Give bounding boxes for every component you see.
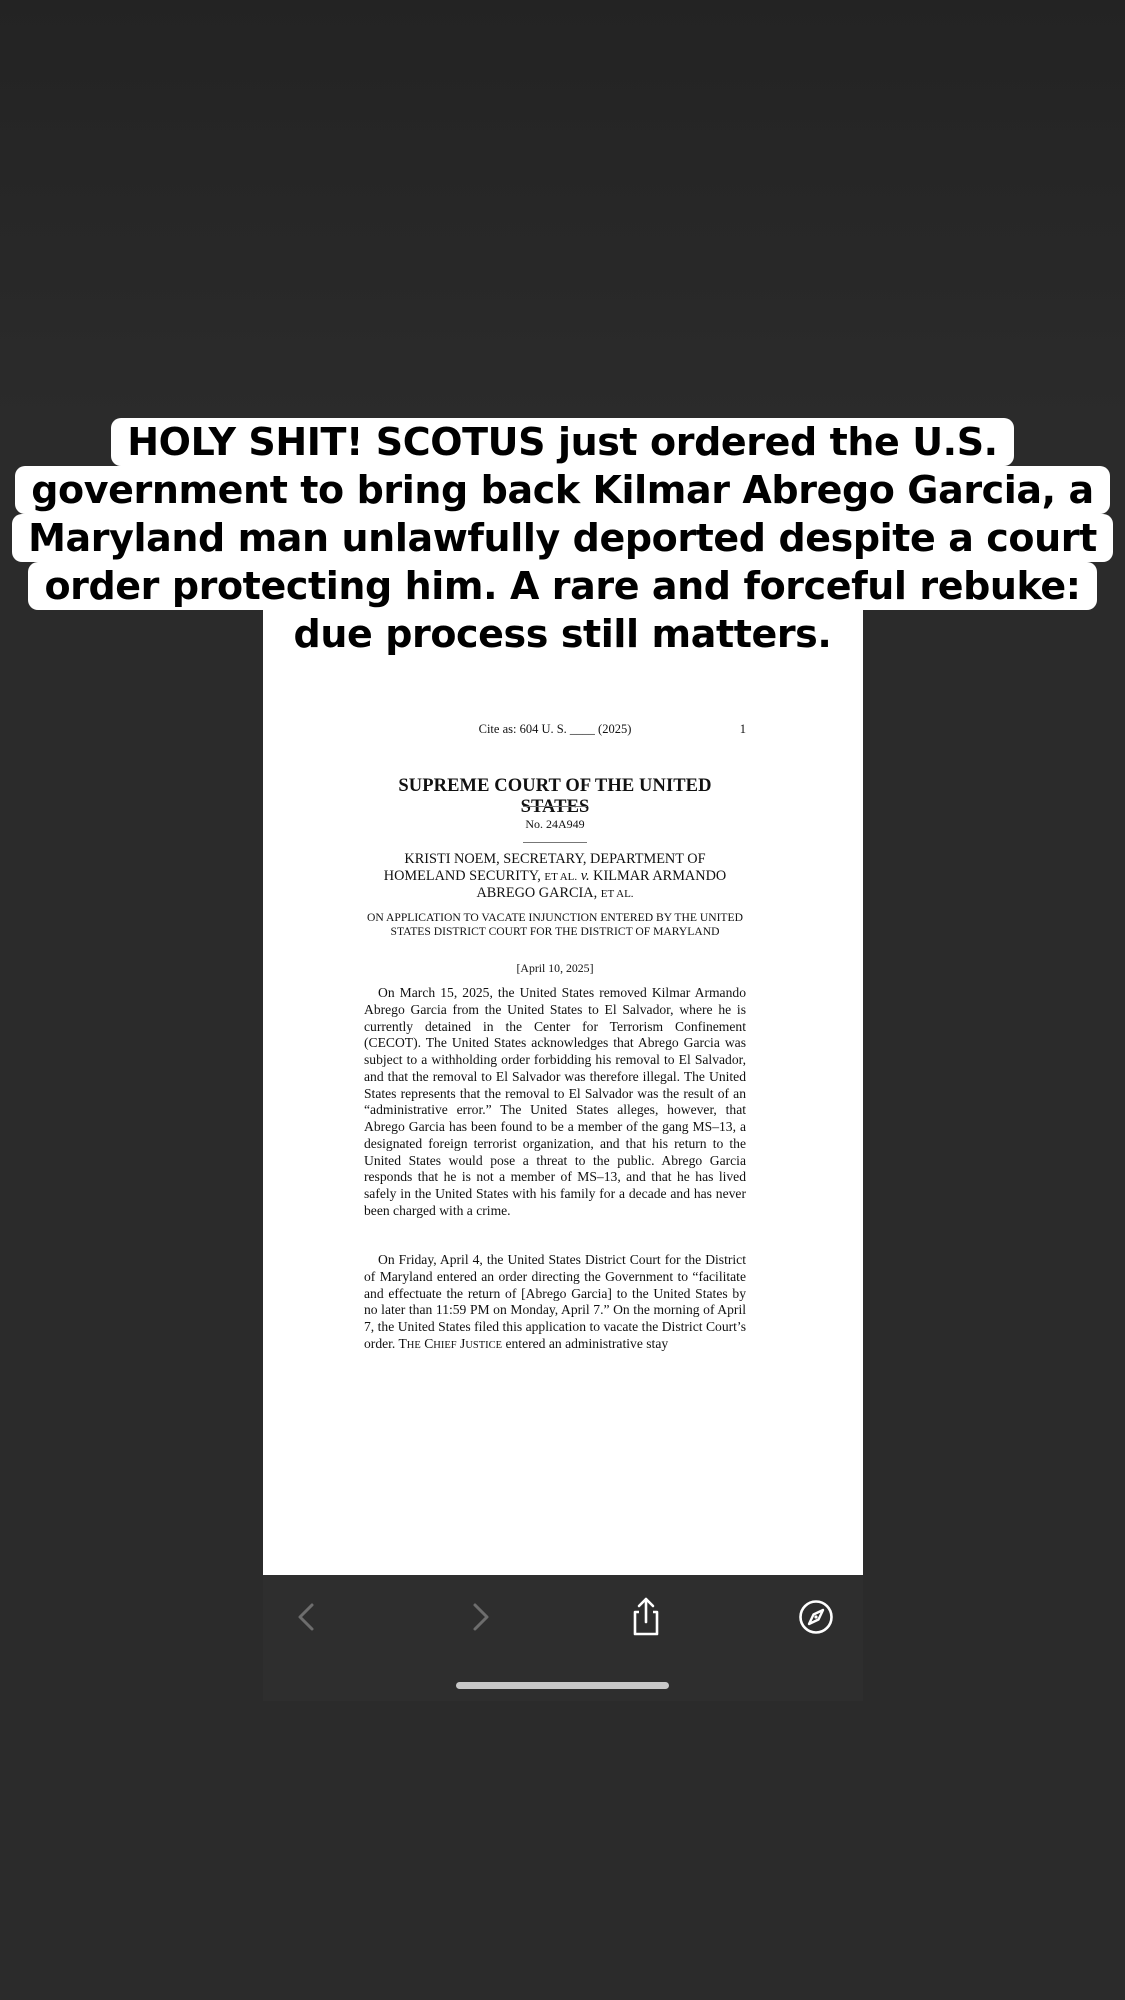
citation: Cite as: 604 U. S. ____ (2025): [478, 722, 632, 736]
share-icon: [624, 1595, 668, 1639]
court-title: SUPREME COURT OF THE UNITED STATES: [398, 776, 712, 817]
pdf-page[interactable]: [263, 600, 863, 1575]
back-button[interactable]: [285, 1595, 329, 1639]
caption-overlay: [0, 418, 1125, 658]
divider: [523, 806, 587, 807]
forward-button[interactable]: [458, 1595, 502, 1639]
safari-button[interactable]: [794, 1595, 838, 1639]
application-heading: ON APPLICATION TO VACATE INJUNCTION ENTERED BY THE UNITED STATES DISTRICT COURT FOR THE DISTRICT OF MARYLAND: [367, 911, 743, 938]
chevron-right-icon: [458, 1595, 502, 1639]
caption-text: HOLY SHIT! SCOTUS just ordered the U.S. government to bring back Kilmar Abrego Garcia, a Maryland man unlawfully deported despite a court order protecting him. A rare and forceful rebuke: due process still matters.: [12, 418, 1113, 658]
decision-date: [April 10, 2025]: [516, 961, 594, 975]
home-indicator[interactable]: [456, 1682, 669, 1689]
page-number: 1: [739, 722, 746, 736]
body-paragraph: On Friday, April 4, the United States District Court for the District of Maryland entered an order directing the Government to “facilitate and effectuate the return of [Abrego Garcia] to the United States by no later than 11:59 PM on Monday, April 7.” On the morning of April 7, the United States filed this application to vacate the District Court’s order. THE CHIEF JUSTICE entered an administrative stay: [364, 1252, 746, 1351]
share-button[interactable]: [624, 1595, 668, 1639]
background: [0, 0, 1125, 420]
page-header: [364, 722, 746, 738]
compass-icon: [794, 1595, 838, 1639]
body-paragraph: On March 15, 2025, the United States removed Kilmar Armando Abrego Garcia from the United States to El Salvador, where he is currently detained in the Center for Terrorism Confinement (CECOT). The United States acknowledges that Abrego Garcia was subject to a withholding order forbidding his removal to El Salvador, and that the removal to El Salvador was therefore illegal. The United States represents that the removal to El Salvador was the result of an “administrative error.” The United States alleges, however, that Abrego Garcia has been found to be a member of the gang MS–13, a designated foreign terrorist organization, and that his return to the United States would pose a threat to the public. Abrego Garcia responds that he is not a member of MS–13, and that he has lived safely in the United States with his family for a decade and has never been charged with a crime.: [364, 985, 746, 1218]
chevron-left-icon: [285, 1595, 329, 1639]
docket-number: No. 24A949: [525, 817, 585, 831]
browser-toolbar: [263, 1575, 863, 1701]
case-caption: KRISTI NOEM, SECRETARY, DEPARTMENT OF HOMELAND SECURITY, ET AL. v. KILMAR ARMANDO ABREGO GARCIA, ET AL.: [383, 851, 727, 901]
divider: [523, 842, 587, 843]
